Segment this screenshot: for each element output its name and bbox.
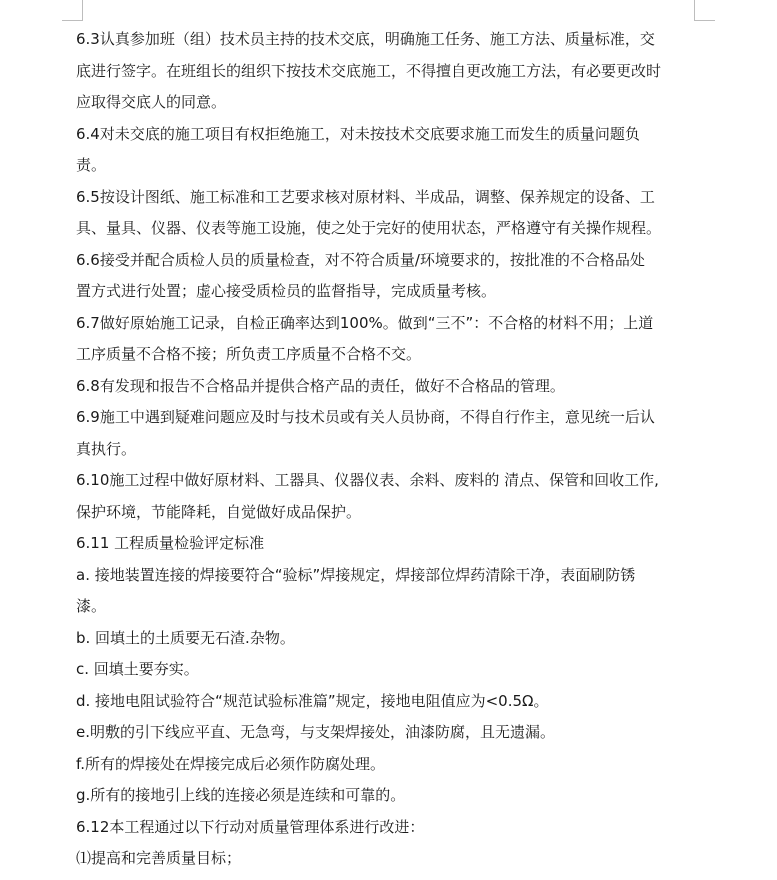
text-line: 保护环境，节能降耗，自觉做好成品保护。 bbox=[76, 502, 362, 521]
list-item: d. 接地电阻试验符合“规范试验标准篇”规定，接地电阻值应为<0.5Ω。 bbox=[76, 691, 549, 710]
text-line: 6.9施工中遇到疑难问题应及时与技术员或有关人员协商，不得自行作主，意见统一后认 bbox=[76, 408, 655, 426]
list-item: ⑴提高和完善质量目标； bbox=[76, 849, 242, 867]
list-item: f.所有的焊接处在焊接完成后必须作防腐处理。 bbox=[76, 754, 385, 773]
text-line: 底进行签字。在班组长的组织下按技术交底施工，不得擅自更改施工方法，有必要更改时 bbox=[76, 61, 662, 80]
list-item: c. 回填土要夯实。 bbox=[76, 660, 199, 678]
list-item: g.所有的接地引上线的连接必须是连续和可靠的。 bbox=[76, 786, 406, 804]
text-line: 工序质量不合格不接；所负责工序质量不合格不交。 bbox=[76, 345, 422, 363]
text-line: 具、量具、仪器、仪表等施工设施，使之处于完好的使用状态，严格遵守有关操作规程。 bbox=[76, 219, 662, 237]
margin-corner-mark-right bbox=[694, 0, 715, 21]
text-line: 6.12本工程通过以下行动对质量管理体系进行改进： bbox=[76, 817, 425, 836]
text-line: 6.6接受并配合质检人员的质量检查，对不符合质量/环境要求的，按批准的不合格品处 bbox=[76, 250, 645, 269]
text-line: 置方式进行处置；虚心接受质检员的监督指导，完成质量考核。 bbox=[76, 282, 497, 300]
text-line: a. 接地装置连接的焊接要符合“验标”焊接规定，焊接部位焊药清除干净，表面刷防锈 bbox=[76, 565, 636, 584]
text-line: 6.4对未交底的施工项目有权拒绝施工，对未按技术交底要求施工而发生的质量问题负 bbox=[76, 124, 640, 143]
list-item: e.明敷的引下线应平直、无急弯，与支架焊接处，油漆防腐，且无遗漏。 bbox=[76, 723, 555, 741]
text-line: 6.10施工过程中做好原材料、工器具、仪器仪表、余料、废料的 清点、保管和回收工作, bbox=[76, 471, 659, 489]
text-line: 责。 bbox=[76, 156, 107, 174]
list-item: b. 回填土的土质要无石渣.杂物。 bbox=[76, 628, 295, 647]
text-line: 6.3认真参加班（组）技术员主持的技术交底，明确施工任务、施工方法、质量标准，交 bbox=[76, 30, 655, 48]
text-line: 应取得交底人的同意。 bbox=[76, 93, 227, 111]
text-line: 6.5按设计图纸、施工标准和工艺要求核对原材料、半成品，调整、保养规定的设备、工 bbox=[76, 187, 655, 206]
text-line: 漆。 bbox=[76, 597, 107, 615]
section-heading: 6.11 工程质量检验评定标准 bbox=[76, 534, 265, 552]
document-body bbox=[76, 24, 698, 875]
text-line: 6.8有发现和报告不合格品并提供合格产品的责任，做好不合格品的管理。 bbox=[76, 376, 565, 395]
text-line: 6.7做好原始施工记录，自检正确率达到100%。做到“三不”：不合格的材料不用；上道 bbox=[76, 313, 654, 332]
text-line: 真执行。 bbox=[76, 439, 137, 458]
margin-corner-mark-left bbox=[62, 0, 83, 21]
